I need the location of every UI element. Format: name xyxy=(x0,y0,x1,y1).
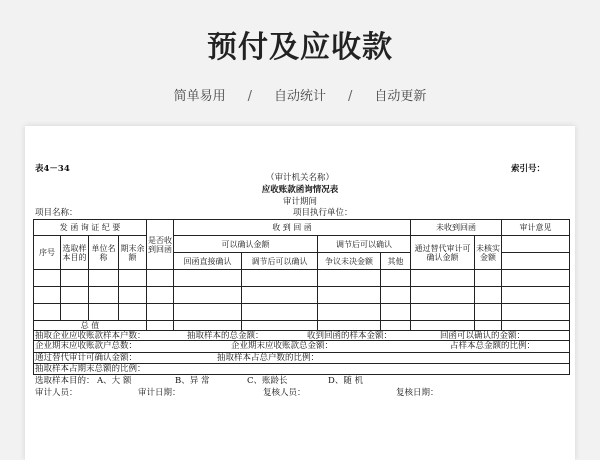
page-title: 预付及应收款 xyxy=(207,30,393,65)
auditor-label: 审计人员： xyxy=(35,388,78,398)
header-unit-name: 单位名称 xyxy=(89,236,119,270)
summary-sample-ratio: 占样本总金额的比例： xyxy=(450,341,536,351)
header-received-group: 收 到 回 函 xyxy=(174,220,411,236)
index-number-label: 索引号： xyxy=(511,164,546,174)
criteria-d: D、随 机 xyxy=(328,376,364,386)
header-end-balance: 期末余额 xyxy=(119,236,147,270)
table-cell xyxy=(502,253,570,270)
summary-balance-ratio: 抽取样本占期末总额的比例： xyxy=(35,364,146,374)
total-label: 总 值 xyxy=(34,321,147,331)
header-audit-opinion: 审计意见 xyxy=(502,220,570,236)
divider xyxy=(33,374,569,375)
criteria-a: A、大 额 xyxy=(97,376,132,386)
review-date-label: 复核日期： xyxy=(396,388,439,398)
divider xyxy=(33,352,569,353)
criteria-b: B、异 常 xyxy=(175,376,210,386)
summary-total-accounts: 企业期末应收账款户总数： xyxy=(35,341,138,351)
table-row xyxy=(34,304,570,321)
header-disputed: 争议未决金额 xyxy=(318,253,381,270)
table-row xyxy=(34,287,570,304)
header-seq: 序号 xyxy=(34,236,61,270)
audit-date-label: 审计日期： xyxy=(138,388,181,398)
exec-unit-label: 项目执行单位： xyxy=(293,208,353,218)
header-sample-item: 选取样本目的 xyxy=(61,236,89,270)
criteria-c: C、账龄长 xyxy=(247,376,288,386)
header-unverified: 未核实金额 xyxy=(475,236,502,270)
summary-account-ratio: 抽取样本占总户数的比例： xyxy=(217,353,320,363)
header-alt-procedure: 通过替代审计可确认金额 xyxy=(411,236,475,270)
summary-confirmable-amount: 回函可以确认的金额： xyxy=(440,331,526,341)
org-name-line: （审计机关名称） xyxy=(265,173,334,183)
summary-received-amount: 收到回函的样本金额： xyxy=(307,331,393,341)
header-adjust-confirm: 调节后可以确认 xyxy=(318,236,411,253)
document-preview xyxy=(25,126,575,460)
total-row xyxy=(34,321,570,331)
confirmation-table xyxy=(33,219,570,331)
header-returned: 是否收到回函 xyxy=(147,220,174,270)
divider xyxy=(33,340,569,341)
summary-sample-count: 抽取企业应收账款样本户数： xyxy=(35,331,146,341)
header-adjusted-confirm: 调节后可以确认 xyxy=(242,253,318,270)
separator: / xyxy=(348,89,353,104)
criteria-label: 选取样本目的： xyxy=(35,376,95,386)
divider xyxy=(33,219,34,375)
document-title: 应收账款函询情况表 xyxy=(261,185,339,195)
header-direct-confirm: 回函直接确认 xyxy=(174,253,242,270)
summary-total-amount: 企业期末应收账款总金额： xyxy=(231,341,334,351)
feature-easy: 简单易用 xyxy=(173,89,226,104)
header-other: 其他 xyxy=(381,253,411,270)
table-id: 表4－34 xyxy=(35,164,70,174)
reviewer-label: 复核人员： xyxy=(263,388,306,398)
divider xyxy=(569,219,570,375)
feature-auto-stat: 自动统计 xyxy=(273,89,326,104)
header-not-received: 未收到回函 xyxy=(411,220,502,236)
divider xyxy=(33,363,569,364)
summary-sample-total: 抽取样本的总金额： xyxy=(187,331,264,341)
separator: / xyxy=(247,89,252,104)
header-confirmable: 可以确认金额 xyxy=(174,236,318,253)
project-name-label: 项目名称： xyxy=(35,208,78,218)
table-row xyxy=(34,270,570,287)
summary-alt-confirm: 通过替代审计可确认金额： xyxy=(35,353,138,363)
audit-period: 审计期间 xyxy=(282,197,317,207)
header-sample-group: 发 函 询 证 纪 要 xyxy=(34,220,147,236)
feature-tagline xyxy=(0,85,600,104)
feature-auto-update: 自动更新 xyxy=(374,89,427,104)
table-cell xyxy=(502,236,570,253)
